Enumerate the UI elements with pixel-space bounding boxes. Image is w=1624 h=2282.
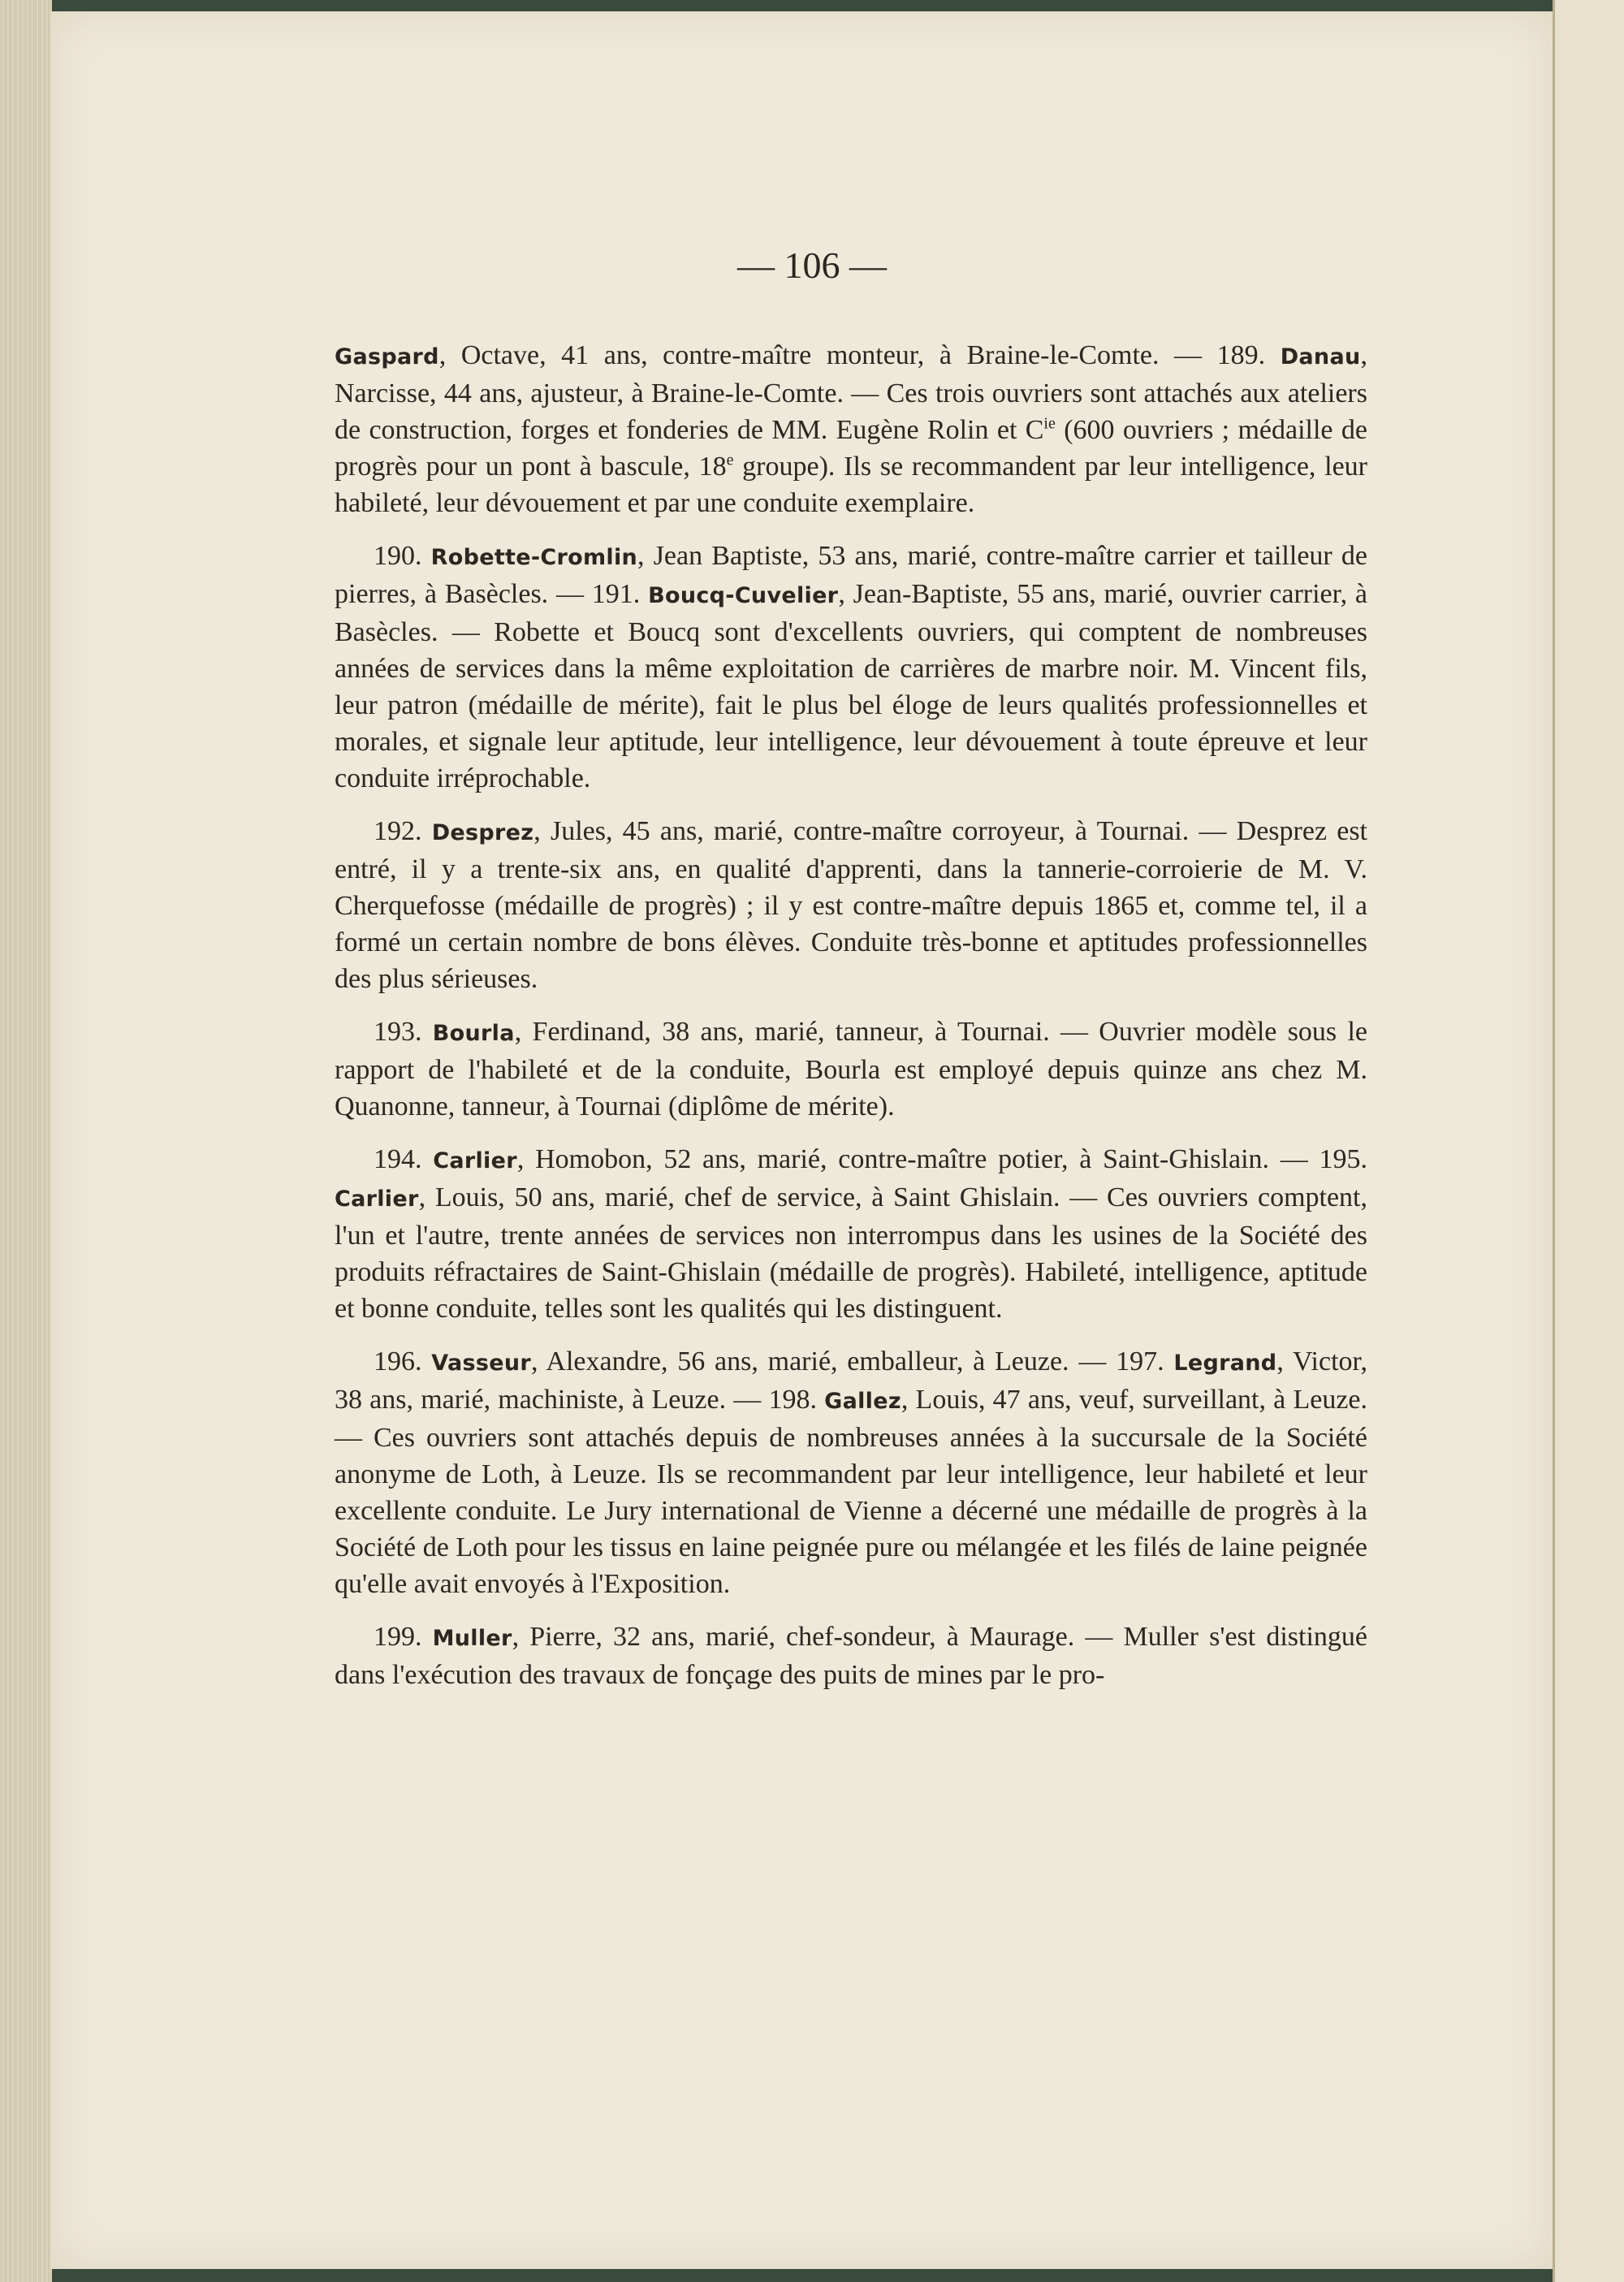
worker-name: Carlier [335,1186,419,1212]
paragraph-text: , Jules, 45 ans, marié, contre-maître corroyeur, à Tournai. — Desprez est entré, il y a trente-six ans, en qualité d'apprenti, dans la tannerie-corroierie de M. V. Cherquefosse (médaille de progrès) ; il y est contre-maître depuis 1865 et, comme tel, il a formé un certain nombre de bons élèves. Conduite très-bonne et aptitudes professionnelles des plus sérieuses. [335,816,1368,994]
worker-name: Legrand [1173,1351,1277,1376]
entry-paragraph [335,1619,1367,1693]
paragraph-text: 192. [374,816,432,846]
paragraph-text: , Octave, 41 ans, contre-maître monteur, à Braine-le-Comte. — 189. [438,340,1281,370]
paragraph-text: , Alexandre, 56 ans, marié, emballeur, à Leuze. — 197. [531,1346,1174,1377]
paragraph-text: , Louis, 50 ans, marié, chef de service, à Saint Ghislain. — Ces ouvriers comptent, l'un et l'autre, trente années de services non interrompus dans les usines de la Société des produits réfractaires de Saint-Ghislain (médaille de progrès). Habileté, intelligence, aptitude et bonne conduite, telles sont les qualités qui les distinguent. [335,1182,1367,1324]
worker-name: Bourla [432,1021,515,1046]
book-page-edges [0,0,52,2282]
paragraph-text: , Homobon, 52 ans, marié, contre-maître potier, à Saint-Ghislain. — 195. [516,1144,1368,1174]
paragraph-text: 193. [374,1017,433,1047]
paragraph-text: , Jean Baptiste, 53 ans, marié, contre-maître carrier et tailleur de pierres, à Basècles. — 191. [335,541,1368,609]
worker-name: Muller [432,1626,512,1651]
paragraph-text: , Narcisse, 44 ans, ajusteur, à Braine-le-Comte. — Ces trois ouvriers sont attachés aux ateliers de construction, forges et fonderies de MM. Eugène Rolin et C [335,340,1367,445]
paragraph-text: , Pierre, 32 ans, marié, chef-sondeur, à Maurage. — Muller s'est distingué dans l'exécution des travaux de fonçage des puits de mines par le pro- [335,1622,1367,1690]
entry-paragraph [335,1141,1367,1327]
paragraph-text: , Victor, 38 ans, marié, machiniste, à Leuze. — 198. [335,1346,1368,1415]
paragraph-text: 194. [374,1144,434,1174]
paragraph-text: , Jean-Baptiste, 55 ans, marié, ouvrier carrier, à Basècles. — Robette et Boucq sont d'excellents ouvriers, qui comptent de nombreuses années de services dans la même exploitation de carrières de marbre noir. M. Vincent fils, leur patron (médaille de mérite), fait le plus bel éloge de leurs qualités professionnelles et morales, et signale leur aptitude, leur intelligence, leur dévouement à toute épreuve et leur conduite irréprochable. [335,579,1367,793]
paragraph-text: , Ferdinand, 38 ans, marié, tanneur, à Tournai. — Ouvrier modèle sous le rapport de l'habileté et de la conduite, Bourla est employé depuis quinze ans chez M. Quanonne, tanneur, à Tournai (diplôme de mérite). [335,1017,1367,1122]
page-body-text [335,337,1367,1709]
worker-name: Gaspard [335,344,439,370]
worker-name: Desprez [431,820,534,845]
paragraph-text: , Louis, 47 ans, veuf, surveillant, à Leuze. — Ces ouvriers sont attachés depuis de nombreuses années à la succursale de la Société anonyme de Loth, à Leuze. Ils se recommandent par leur intelligence, leur habileté et leur excellente conduite. Le Jury international de Vienne a décerné une médaille de progrès à la Société de Loth pour les tissus en laine peignée pure ou mélangée et les filés de laine peignée qu'elle avait envoyés à l'Exposition. [335,1385,1367,1599]
entry-paragraph [335,538,1367,797]
page-number: — 106 — [737,244,887,286]
adjacent-page-edge [1553,0,1624,2282]
entry-paragraph [335,813,1367,997]
paragraph-text: (600 ouvriers ; médaille de progrès pour un pont à bascule, 18 [335,415,1367,482]
entry-paragraph [335,1343,1367,1602]
paragraph-text: 196. [374,1346,432,1377]
worker-name: Boucq-Cuvelier [648,583,839,608]
paragraph-text: groupe). Ils se recommandent par leur intelligence, leur habileté, leur dévouement et par une conduite exemplaire. [335,452,1368,518]
paragraph-text: 190. [374,541,431,571]
worker-name: Vasseur [431,1351,532,1376]
worker-name: Carlier [433,1148,517,1173]
worker-name: Danau [1280,344,1361,370]
superscript: e [726,451,734,469]
paragraph-text: 199. [374,1622,433,1652]
superscript: ie [1043,414,1056,433]
worker-name: Gallez [824,1389,901,1414]
worker-name: Robette-Cromlin [430,545,638,570]
entry-paragraph [335,337,1367,521]
entry-paragraph [335,1014,1367,1125]
